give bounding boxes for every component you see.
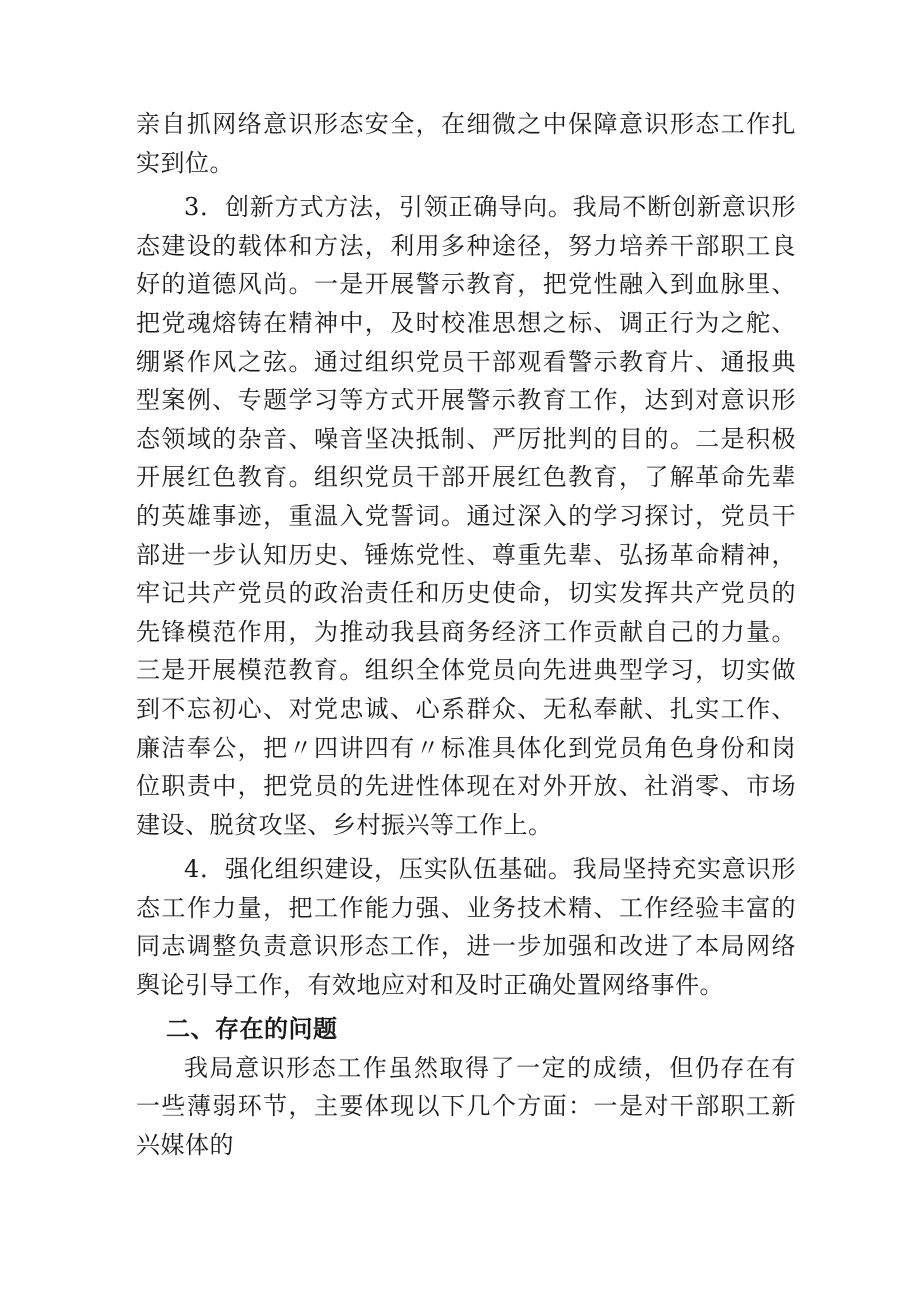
paragraph-item-3: 3．创新方式方法，引领正确导向。我局不断创新意识形态建设的载体和方法，利用多种途径，努力培养干部职工良好的道德风尚。一是开展警示教育，把党性融入到血脉里、把党魂熔铸在精神中，及时校准思想之标、调正行为之舵、绷紧作风之弦。通过组织党员干部观看警示教育片、通报典型案例、专题学习等方式开展警示教育工作，达到对意识形态领域的杂音、噪音坚决抵制、严厉批判的目的。二是积极开展红色教育。组织党员干部开展红色教育，了解革命先辈的英雄事迹，重温入党誓词。通过深入的学习探讨，党员干部进一步认知历史、锤炼党性、尊重先辈、弘扬革命精神，牢记共产党员的政治责任和历史使命，切实发挥共产党员的先锋模范作用，为推动我县商务经济工作贡献自己的力量。三是开展模范教育。组织全体党员向先进典型学习，切实做到不忘初心、对党忠诚、心系群众、无私奉献、扎实工作、廉洁奉公，把〃四讲四有〃标准具体化到党员角色身份和岗位职责中，把党员的先进性体现在对外开放、社消零、市场建设、脱贫攻坚、乡村振兴等工作上。: [136, 193, 796, 839]
paragraph-continued: 亲自抓网络意识形态安全，在细微之中保障意识形态工作扎实到位。: [136, 110, 796, 177]
document-page: [136, 105, 796, 1164]
paragraph-item-4: 4．强化组织建设，压实队伍基础。我局坚持充实意识形态工作力量，把工作能力强、业务技术精、工作经验丰富的同志调整负责意识形态工作，进一步加强和改进了本局网络舆论引导工作，有效地应对和及时正确处置网络事件。: [136, 855, 796, 1000]
paragraph-closing: 我局意识形态工作虽然取得了一定的成绩，但仍存在有一些薄弱环节，主要体现以下几个方面：一是对干部职工新兴媒体的: [136, 1053, 796, 1159]
section-heading: 二、存在的问题: [166, 1014, 338, 1043]
